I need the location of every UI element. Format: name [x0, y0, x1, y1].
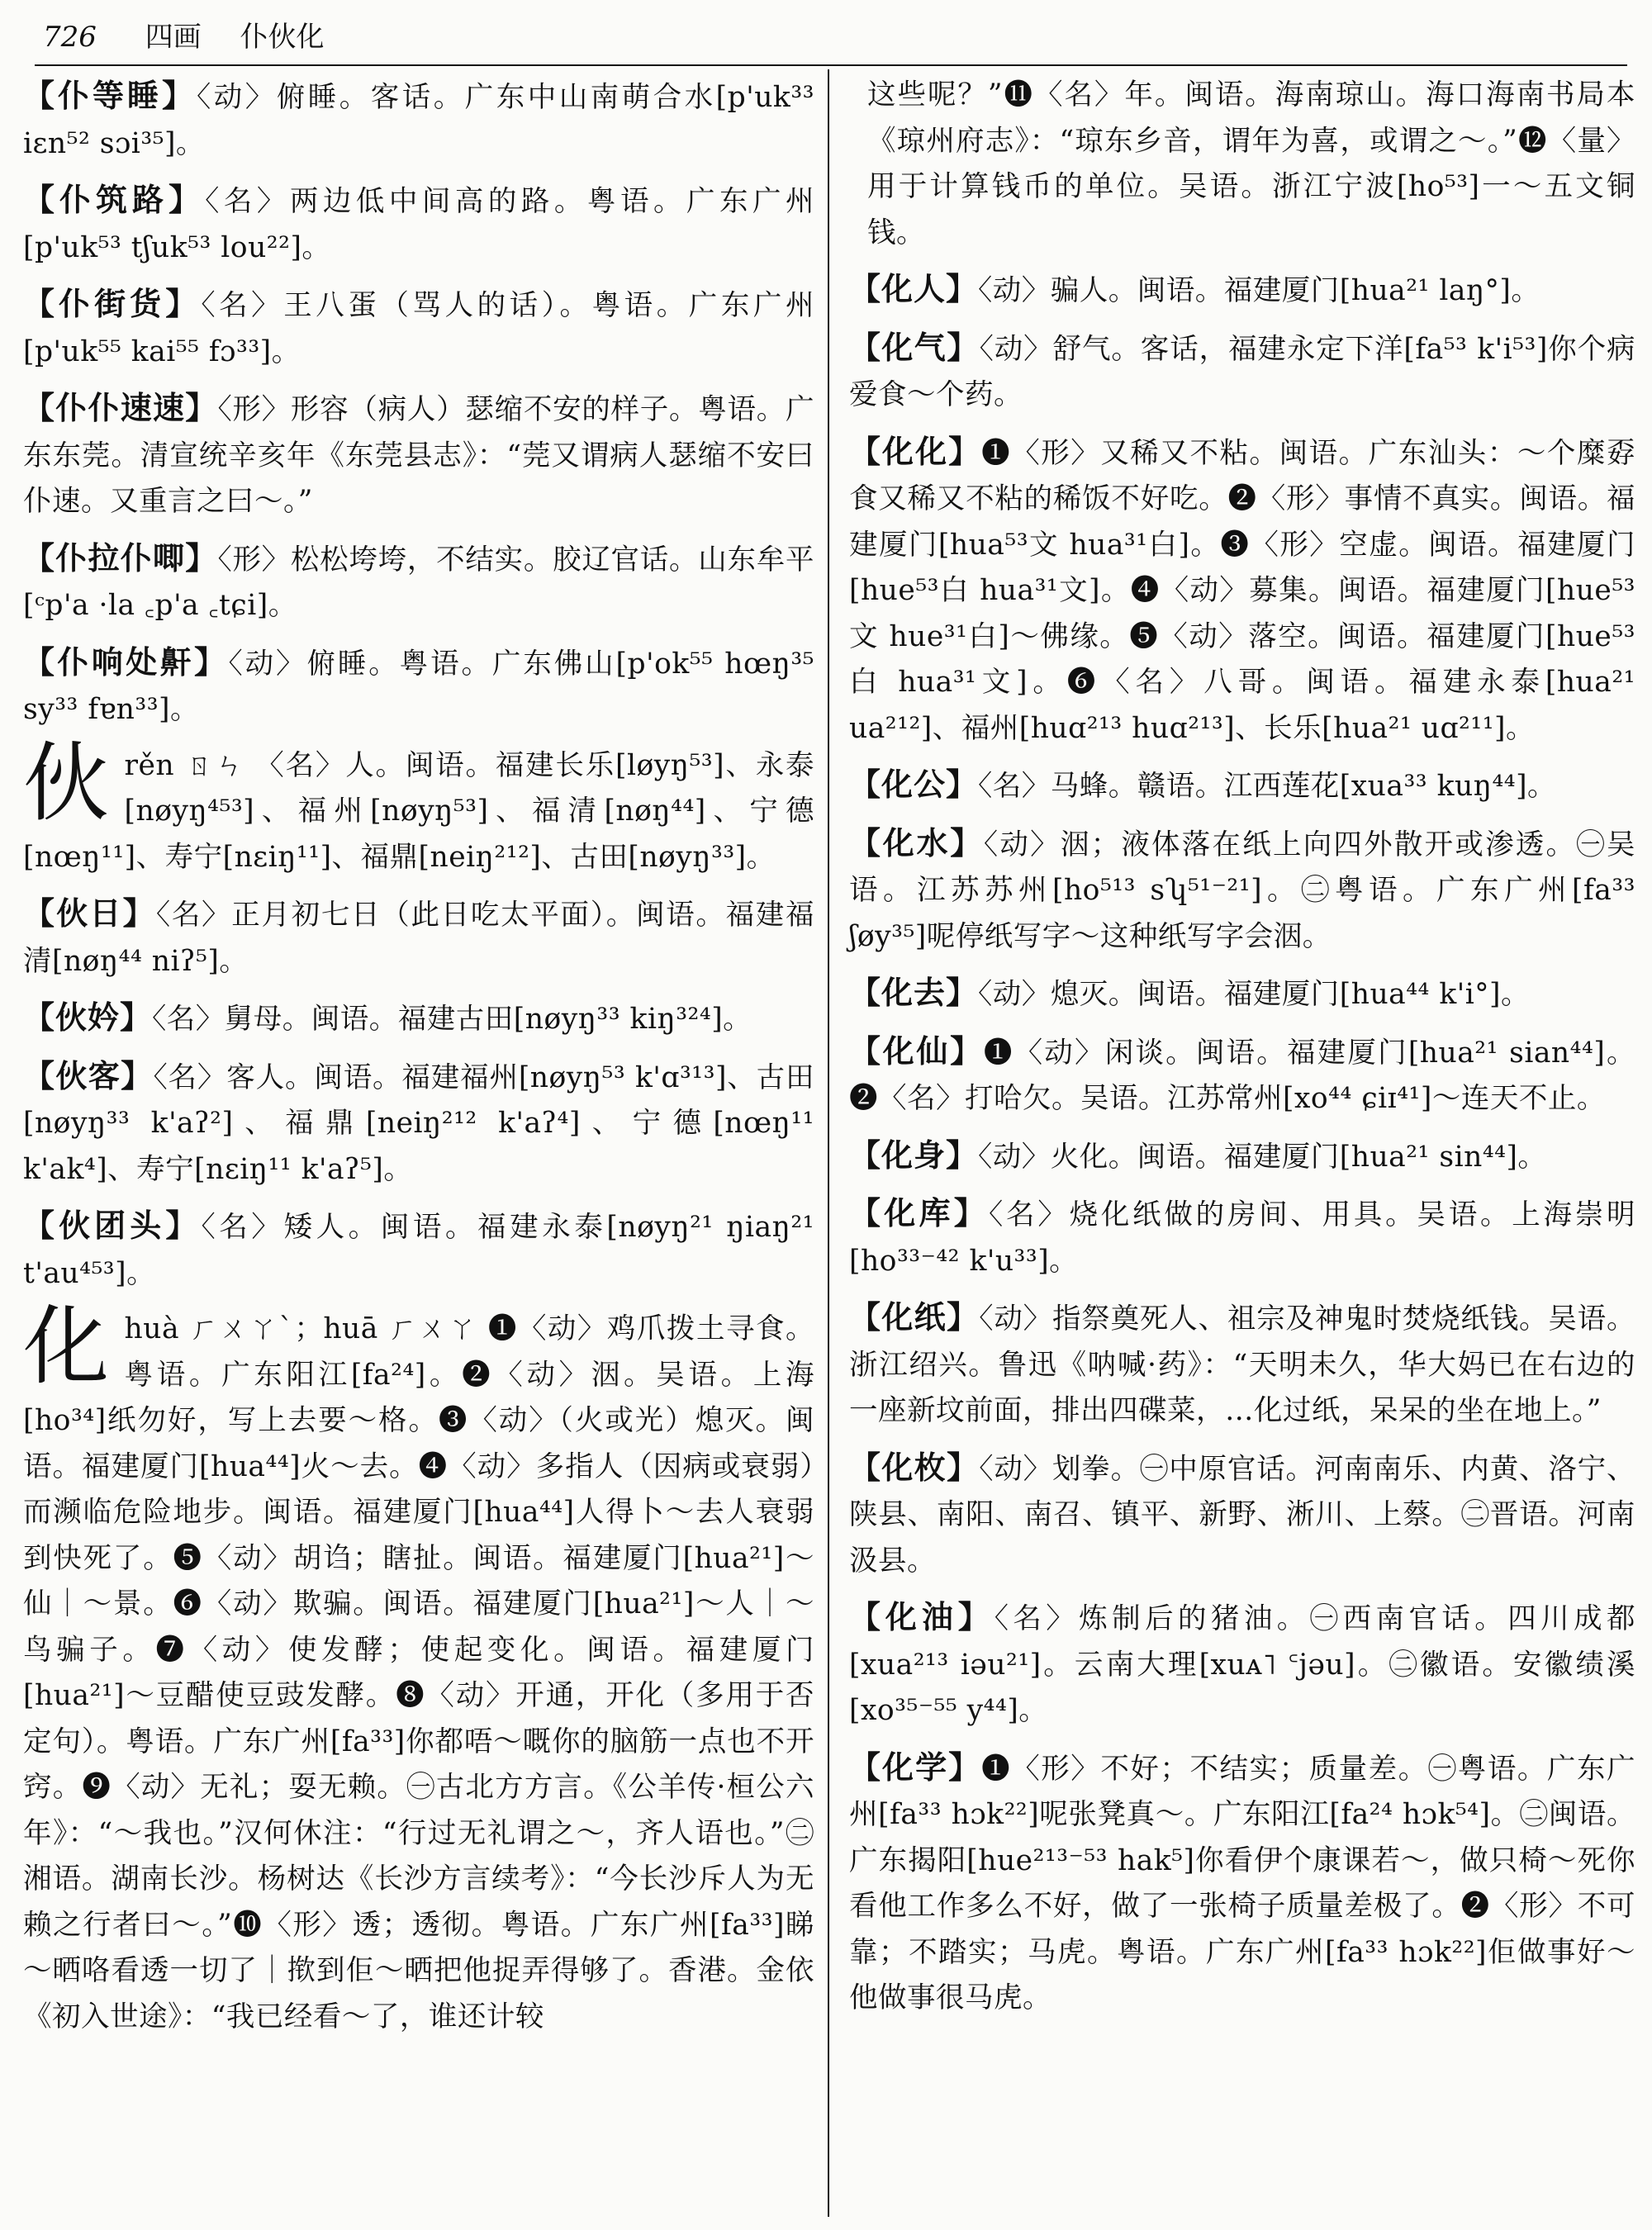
- entry-headword: 【仆响处鼾】: [23, 643, 229, 681]
- entry: [849, 970, 1635, 1018]
- entry-headword: 【仆街货】: [23, 285, 202, 322]
- entry-headword: 【化水】: [849, 823, 984, 861]
- character-headword: 伙: [23, 732, 110, 833]
- entry-headword: 【伙日】: [23, 894, 156, 932]
- entry-headword: 【伙团头】: [23, 1207, 202, 1244]
- entry-headword: 【化学】: [849, 1748, 982, 1786]
- entry-text: 〈动〉火化。闽语。福建厦门[hua²¹ sin⁴⁴]。: [978, 1140, 1547, 1174]
- entry-headword: 【化去】: [849, 974, 979, 1011]
- entry: [849, 1028, 1635, 1122]
- entry: [849, 820, 1635, 961]
- entry-headword: 【化身】: [849, 1136, 979, 1174]
- entry: [23, 535, 814, 629]
- entry: [849, 1594, 1635, 1734]
- entry-text: 〈动〉指祭奠死人、祖宗及神鬼时焚烧纸钱。吴语。浙江绍兴。鲁迅《呐喊·药》：“天明未久，华大妈已在右边的一座新坟前面，排出四碟菜，…化过纸，呆呆的坐在地上。”: [849, 1302, 1635, 1427]
- entry: [23, 177, 814, 271]
- header-headwords: 仆伙化: [240, 21, 325, 54]
- left-column: [23, 73, 814, 2050]
- entry: [849, 1445, 1635, 1585]
- entry: [23, 281, 814, 375]
- entry-continuation: [849, 73, 1635, 256]
- entry: [23, 994, 814, 1043]
- right-column: [849, 73, 1635, 2032]
- entry: [23, 1203, 814, 1297]
- entry-headword: 【仆等睡】: [23, 77, 197, 114]
- entry-text: 〈名〉王八蛋（骂人的话）。粤语。广东广州[p'uk⁵⁵ kai⁵⁵ fɔ³³]。: [23, 289, 814, 368]
- entry-headword: 【化化】: [849, 432, 982, 470]
- entry: [23, 639, 814, 733]
- entry-text: 〈名〉舅母。闽语。福建古田[nøyŋ³³ kiŋ³²⁴]。: [152, 1003, 752, 1036]
- entry-text: ❶〈动〉闲谈。闽语。福建厦门[hua²¹ sian⁴⁴]。❷〈名〉打哈欠。吴语。江苏常州[xo⁴⁴ ɕiɪ⁴¹]～连天不止。: [849, 1036, 1635, 1115]
- entry: [23, 890, 814, 985]
- entry-headword: 【化纸】: [849, 1298, 980, 1336]
- entry-text: huà ㄏㄨㄚˋ；huā ㄏㄨㄚ ❶〈动〉鸡爪拨土寻食。粤语。广东阳江[fa²⁴]。❷〈动〉洇。吴语。上海[ho³⁴]纸勿好，写上去要～格。❸〈动〉（火或光）熄灭。闽语。福建厦门[hua⁴⁴]火～去。❹〈动〉多指人（因病或衰弱）而濒临危险地步。闽语。福建厦门[hua⁴⁴]人得卜～去人衰弱到快死了。❺〈动〉胡诌；瞎扯。闽语。福建厦门[hua²¹]～仙｜～景。❻〈动〉欺骗。闽语。福建厦门[hua²¹]～人｜～鸟骗子。❼〈动〉使发酵；使起变化。闽语。福建厦门[hua²¹]～豆醋使豆豉发酵。❽〈动〉开通，开化（多用于否定句）。粤语。广东广州[fa³³]你都唔～嘅你的脑筋一点也不开窍。❾〈动〉无礼；耍无赖。㊀古北方方言。《公羊传·桓公六年》：“～我也。”汉何休注：“行过无礼谓之～，齐人语也。”㊁湘语。湖南长沙。杨树达《长沙方言续考》：“今长沙斥人为无赖之行者曰～。”❿〈形〉透；透彻。粤语。广东广州[fa³³]睇～晒咯看透一切了｜揿到佢～晒把他捉弄得够了。香港。金依《初入世途》：“我已经看～了，谁还计较: [23, 1312, 814, 2033]
- entry-headword: 【化人】: [849, 270, 979, 307]
- entry: [849, 266, 1635, 315]
- entry: [849, 1132, 1635, 1181]
- entry-text: 〈动〉划拳。㊀中原官话。河南南乐、内黄、洛宁、陕县、南阳、南召、镇平、新野、淅川、上蔡。㊁晋语。河南汲县。: [849, 1452, 1635, 1578]
- entry-text: 〈动〉俯睡。客话。广东中山南萌合水[p'uk³³ iɛn⁵² sɔi³⁵]。: [23, 81, 814, 160]
- entry-headword: 【化枚】: [849, 1448, 980, 1486]
- character-entry: [23, 732, 814, 881]
- entry-text: 〈动〉洇；液体落在纸上向四外散开或渗透。㊀吴语。江苏苏州[ho⁵¹³ sʮ⁵¹⁻²¹]。㊁粤语。广东广州[fa³³ ʃøy³⁵]呢停纸写字～这种纸写字会洇。: [849, 828, 1635, 953]
- entry-text: 〈形〉松松垮垮，不结实。胶辽官话。山东牟平[ᶜp'a ·la ꜀p'a ꜀tɕi]。: [23, 543, 814, 622]
- running-header: [43, 15, 325, 59]
- entry-text: 〈名〉烧化纸做的房间、用具。吴语。上海崇明[ho³³⁻⁴² k'u³³]。: [849, 1198, 1635, 1278]
- entry: [849, 1744, 1635, 2022]
- character-entry: [23, 1296, 814, 2040]
- entry-headword: 【化气】: [849, 328, 980, 366]
- entry: [23, 73, 814, 167]
- entry-headword: 【伙客】: [23, 1056, 154, 1094]
- entry-text: ❶〈形〉又稀又不粘。闽语。广东汕头：～个糜孬食又稀又不粘的稀饭不好吃。❷〈形〉事情不真实。闽语。福建厦门[hua⁵³文 hua³¹白]。❸〈形〉空虚。闽语。福建厦门[hue⁵³白 hua³¹文]。❹〈动〉募集。闽语。福建厦门[hue⁵³文 hue³¹白]～佛缘。❺〈动〉落空。闽语。福建厦门[hue⁵³白 hua³¹文]。❻〈名〉八哥。闽语。福建永泰[hua²¹ ua²¹²]、福州[huɑ²¹³ huɑ²¹³]、长乐[hua²¹ uɑ²¹¹]。: [849, 436, 1635, 745]
- entry-text: 〈名〉客人。闽语。福建福州[nøyŋ⁵³ k'ɑ³¹³]、古田[nøyŋ³³ k'aʔ²]、福鼎[neiŋ²¹² k'aʔ⁴]、宁德[nœŋ¹¹ k'ak⁴]、寿宁[nɛiŋ¹¹ k'aʔ⁵]。: [23, 1060, 814, 1186]
- entry-text: 〈名〉马蜂。赣语。江西莲花[xua³³ kuŋ⁴⁴]。: [978, 770, 1557, 803]
- entry: [849, 1190, 1635, 1284]
- entry-headword: 【仆筑路】: [23, 181, 206, 218]
- entry-headword: 【化仙】: [849, 1032, 984, 1070]
- entry-headword: 【化公】: [849, 766, 979, 803]
- entry-text: 〈形〉形容（病人）瑟缩不安的样子。粤语。广东东莞。清宣统辛亥年《东莞县志》：“莞又谓病人瑟缩不安曰仆速。又重言之曰～。”: [23, 393, 814, 518]
- entry-headword: 【化油】: [849, 1598, 995, 1635]
- entry-text: 〈名〉正月初七日（此日吃太平面）。闽语。福建福清[nøŋ⁴⁴ niʔ⁵]。: [23, 899, 814, 978]
- entry-text: 〈名〉两边低中间高的路。粤语。广东广州[p'uk⁵³ tʃuk⁵³ lou²²]。: [23, 185, 814, 264]
- entry: [849, 1294, 1635, 1435]
- entry: [23, 385, 814, 525]
- column-divider: [828, 69, 829, 2217]
- entry-text: rěn ㄖㄣ 〈名〉人。闽语。福建长乐[løyŋ⁵³]、永泰[nøyŋ⁴⁵³]、福州[nøyŋ⁵³]、福清[nøŋ⁴⁴]、宁德[nœŋ¹¹]、寿宁[nɛiŋ¹¹]、福鼎[neiŋ²¹²]、古田[nøyŋ³³]。: [23, 748, 814, 874]
- entry: [23, 1053, 814, 1193]
- entry-text: ❶〈形〉不好；不结实；质量差。㊀粤语。广东广州[fa³³ hɔk²²]呢张凳真～。广东阳江[fa²⁴ hɔk⁵⁴]。㊁闽语。广东揭阳[hue²¹³⁻⁵³ hak⁵]你看伊个康课若～，做只椅～死你看他工作多么不好，做了一张椅子质量差极了。❷〈形〉不可靠；不踏实；马虎。粤语。广东广州[fa³³ hɔk²²]佢做事好～他做事很马虎。: [849, 1752, 1635, 2014]
- entry-text: 〈动〉骗人。闽语。福建厦门[hua²¹ laŋ°]。: [978, 274, 1540, 307]
- entry-text: 这些呢？”⓫〈名〉年。闽语。海南琼山。海口海南书局本《琼州府志》：“琼东乡音，谓年为喜，或谓之～。”⓬〈量〉用于计算钱币的单位。吴语。浙江宁波[ho⁵³]一～五文铜钱。: [867, 78, 1635, 249]
- entry: [849, 325, 1635, 419]
- entry-text: 〈动〉俯睡。粤语。广东佛山[p'ok⁵⁵ hœŋ³⁵ sy³³ fɐn³³]。: [23, 647, 814, 726]
- character-headword: 化: [23, 1296, 110, 1397]
- entry: [849, 429, 1635, 752]
- entry: [849, 762, 1635, 810]
- entry-headword: 【仆仆速速】: [23, 389, 218, 426]
- entry-text: 〈动〉熄灭。闽语。福建厦门[hua⁴⁴ k'i°]。: [978, 978, 1530, 1011]
- entry-headword: 【仆拉仆唧】: [23, 539, 218, 576]
- entry-text: 〈名〉矮人。闽语。福建永泰[nøyŋ²¹ ŋiaŋ²¹ t'au⁴⁵³]。: [23, 1211, 814, 1290]
- entry-text: 〈名〉炼制后的猪油。㊀西南官话。四川成都[xua²¹³ iəu²¹]。云南大理[xuᴀ˥ ꜂jəu]。㊁徽语。安徽绩溪[xo³⁵⁻⁵⁵ y⁴⁴]。: [849, 1602, 1635, 1727]
- entry-text: 〈动〉舒气。客话，福建永定下洋[fa⁵³ k'i⁵³]你个病爱食～个药。: [849, 332, 1635, 411]
- entry-headword: 【化库】: [849, 1194, 990, 1231]
- stroke-section: 四画: [145, 21, 202, 54]
- page-number: 726: [43, 21, 97, 54]
- header-rule: [35, 64, 1627, 66]
- entry-headword: 【伙妗】: [23, 999, 153, 1036]
